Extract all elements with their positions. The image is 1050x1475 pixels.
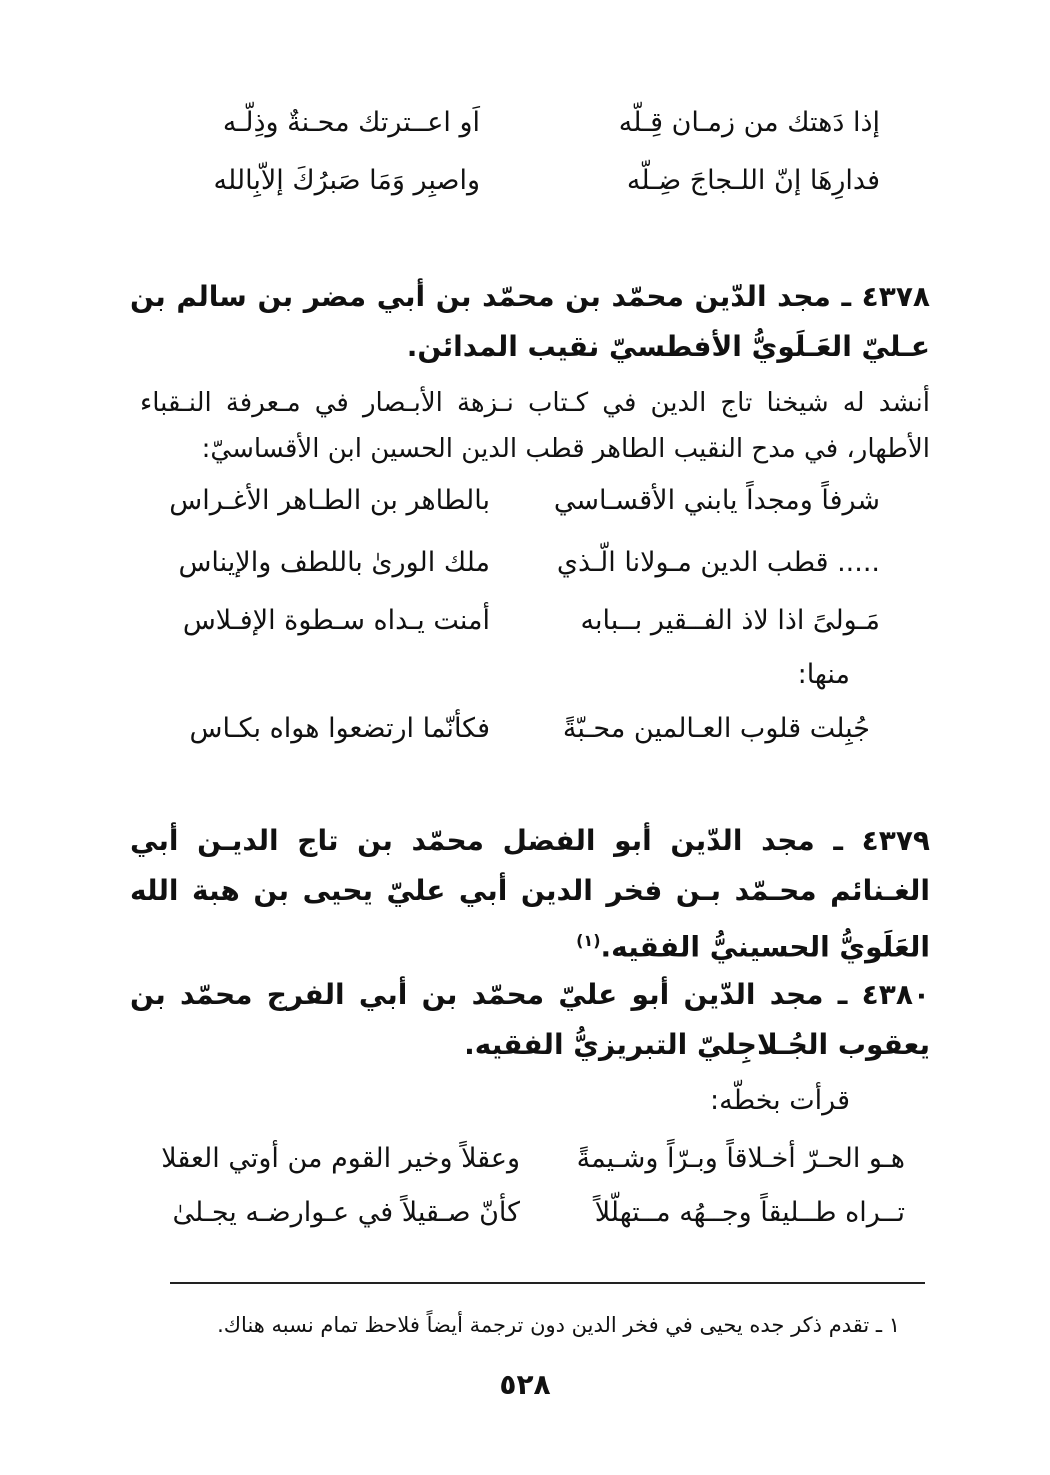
hemistich-left: فكأنّما ارتضعوا هواه بكـاس	[189, 713, 490, 744]
hemistich-left: وعقلاً وخير القوم من أوتي العقلا	[161, 1143, 520, 1174]
intro-text: أنشد له شيخنا تاج الدين في كـتاب نـزهة الأبـصار في مـعرفة النـقباء الأطهار، في مدح النقيب الطاهر قطب الدين الحسين ابن الأقساسيّ:	[140, 388, 930, 464]
hemistich-right: مَـولىً اذا لاذ الفــقير بــبابه	[580, 605, 880, 636]
entry-4378-minha	[650, 652, 850, 698]
hemistich-right: إذا دَهتك من زمـان قِـلّه	[618, 107, 880, 138]
entry-4380-verse-2	[145, 1190, 905, 1236]
hemistich-right: ..... قطب الدين مـولانا الّـذي	[556, 547, 880, 578]
entry-4380-heading	[130, 970, 930, 1070]
hemistich-right: تــراه طــليقاً وجــهُه مــتهلّلاً	[594, 1197, 905, 1228]
entry-title: مجد الدّين أبو الفضل محمّد بن تاج الديـن أبي الغـنائم محـمّد بـن فخر الدين أبي عليّ يحيى بن هبة الله العَلَويُّ الحسينيُّ الفقيه.	[130, 824, 930, 964]
hemistich-right: فدارِهَا إنّ اللـجاجَ ضِـلّه	[626, 165, 880, 196]
entry-number: ٤٣٨٠ ـ	[837, 978, 930, 1011]
poem-top-verse-1	[170, 100, 880, 146]
hemistich-left: واصبِر وَمَا صَبرُكَ إلاّبِالله	[213, 165, 480, 196]
footnote-number: ١ ـ	[875, 1313, 900, 1337]
entry-4378-verse-1	[170, 478, 880, 524]
intro-text: قرأت بخطّه:	[710, 1085, 850, 1116]
hemistich-left: أمنت يـداه سـطوة الإفـلاس	[182, 605, 490, 636]
entry-4379-heading	[130, 816, 930, 972]
entry-4378-verse-3	[170, 598, 880, 644]
entry-4380-intro	[550, 1078, 850, 1124]
entry-4378-verse-2	[170, 540, 880, 586]
entry-number: ٤٣٧٩ ـ	[833, 824, 930, 857]
entry-4380-verse-1	[145, 1136, 905, 1182]
entry-number: ٤٣٧٨ ـ	[841, 280, 930, 313]
hemistich-right: شرفاً ومجداً يابني الأقسـاسي	[553, 485, 880, 516]
hemistich-right: جُبِلت قلوب العـالمين محـبّةً	[562, 713, 870, 744]
footnote	[140, 1308, 900, 1342]
hemistich-left: اَو اعــترتك محـنةٌ وذِلّـه	[222, 107, 480, 138]
footnote-text: تقدم ذكر جده يحيى في فخر الدين دون ترجمة أيضاً فلاحظ تمام نسبه هناك.	[217, 1313, 870, 1337]
hemistich-left: بالطاهر بن الطـاهر الأغـراس	[169, 485, 490, 516]
hemistich-left: كأنّ صـقيلاً في عـوارضـه يجـلىٰ	[172, 1197, 520, 1228]
hemistich-right: هـو الحـرّ أخـلاقاً وبـرّاً وشـيمةً	[576, 1143, 905, 1174]
page-number: ٥٢٨	[499, 1368, 551, 1401]
entry-title: مجد الدّين محمّد بن محمّد بن أبي مضر بن سالم بن عـليّ العَـلَويُّ الأفطسيّ نقيب المدائن.	[130, 280, 930, 363]
entry-4378-intro	[140, 380, 930, 472]
entry-title: مجد الدّين أبو عليّ محمّد بن أبي الفرج محمّد بن يعقوب الجُـلاجِليّ التبريزيُّ الفقيه.	[130, 978, 930, 1061]
entry-4378-heading	[130, 272, 930, 372]
entry-4378-verse-after	[170, 706, 870, 752]
hemistich-left: ملك الورىٰ باللطف والإيناس	[178, 547, 490, 578]
poem-top-verse-2	[170, 158, 880, 204]
footnote-divider	[170, 1282, 925, 1284]
minha-label: منها:	[797, 659, 850, 690]
footnote-marker: (١)	[576, 931, 601, 950]
